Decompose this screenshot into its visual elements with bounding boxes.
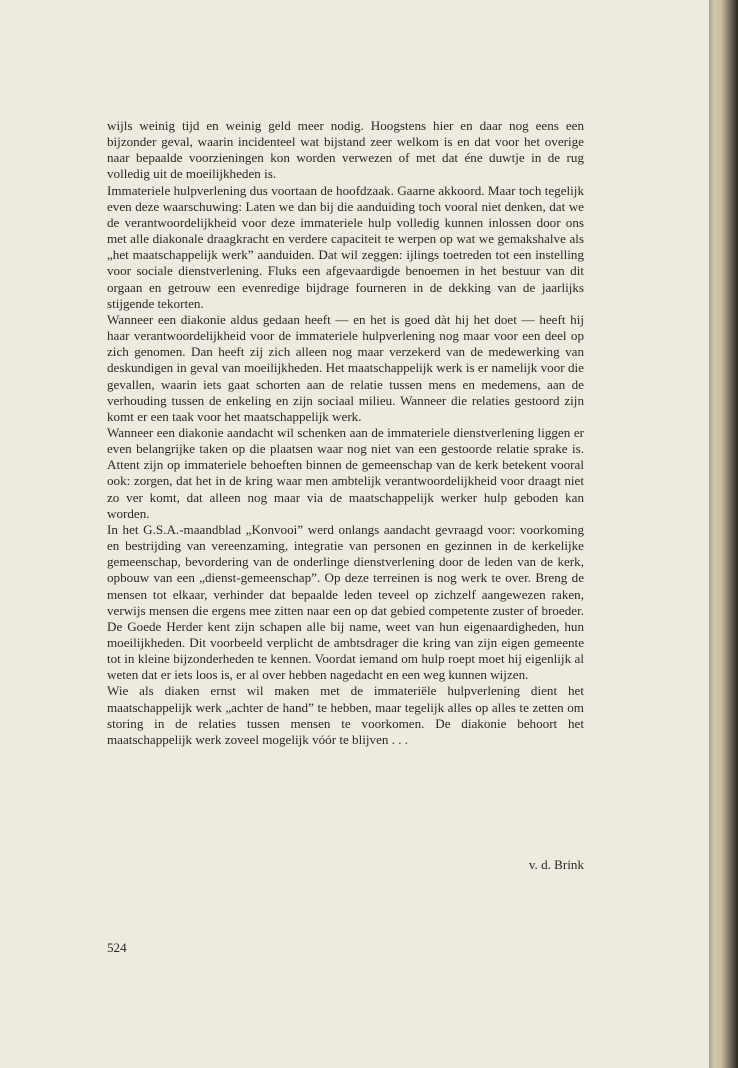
paragraph-5: In het G.S.A.-maandblad „Konvooi” werd onlangs aandacht gevraagd voor: voorkoming en bestrijding van vereenzaming, integratie van personen en gezinnen in de kerkelijke gemeenschap, bevordering van de onderlinge dienstverlening door de leden van de kerk, opbouw van een „dienst-gemeenschap”. Op deze terreinen is nog werk te over. Breng de mensen tot elkaar, verhinder dat bepaalde leden teveel op zichzelf aangewezen raken, verwijs mensen die ergens mee zitten naar een op dat gebied competente zuster of broeder. De Goede Herder kent zijn schapen alle bij name, weet van hun eigenaardigheden, hun moeilijkheden. Dit voorbeeld verplicht de ambtsdrager die kring van zijn eigen gemeente tot in kleine bijzonderheden te kennen. Voordat iemand om hulp roept moet hij eigenlijk al weten dat er iets loos is, er al over hebben nagedacht en een weg kunnen wijzen.	[107, 521, 584, 683]
paragraph-4: Wanneer een diakonie aandacht wil schenken aan de immateriele dienstverlening liggen er even belangrijke taken op die plaatsen waar nog niet van een gestoorde relatie sprake is. Attent zijn op immateriele behoeften binnen de gemeenschap van de kerk betekent vooral ook: zorgen, dat het in de kring waar men ambtelijk verantwoordelijkheid voor draagt niet zo ver komt, dat alleen nog maar via de maatschappelijk werker hulp geboden kan worden.	[107, 424, 584, 521]
paragraph-3: Wanneer een diakonie aldus gedaan heeft — en het is goed dàt hij het doet — heeft hij haar verantwoordelijkheid voor de immateriele hulpverlening nog maar voor een deel op zich genomen. Dan heeft zij zich alleen nog maar verzekerd van de medewerking van deskundigen in geval van moeilijkheden. Het maatschappelijk werk is er namelijk voor die gevallen, waarin iets gaat schorten aan de relatie tussen mens en medemens, aan de verhouding tussen de enkeling en zijn sociaal milieu. Wanneer die relaties gestoord zijn komt er een taak voor het maatschappelijk werk.	[107, 311, 584, 424]
paragraph-6: Wie als diaken ernst wil maken met de immateriële hulpverlening dient het maatschappelijk werk „achter de hand” te hebben, maar tegelijk alles op alles te zetten om storing in de relaties tussen mensen te voorkomen. De diakonie behoort het maatschappelijk werk zoveel mogelijk vóór te blijven . . .	[107, 683, 584, 747]
author-signature: v. d. Brink	[528, 857, 584, 872]
scan-edge-shadow	[709, 0, 738, 1068]
page-number: 524	[107, 940, 127, 955]
article-body	[107, 118, 584, 748]
paragraph-2: Immateriele hulpverlening dus voortaan de hoofdzaak. Gaarne akkoord. Maar toch tegelijk even deze waarschuwing: Laten we dan bij die aanduiding toch vooral niet denken, dat we de verantwoordelijkheid voor deze immateriele hulp volledig kunnen inlossen door ons met alle diakonale draagkracht en verdere capaciteit te werpen op wat we gemakshalve als „het maatschappelijk werk” aanduiden. Dat wil zeggen: ijlings toetreden tot een instelling voor sociale dienstverlening. Fluks een afgevaardigde benoemen in het bestuur van dit orgaan en getrouw een evenredige bijdrage fourneren in de dekking van de jaarlijks stijgende tekorten.	[107, 182, 584, 311]
paragraph-1: wijls weinig tijd en weinig geld meer nodig. Hoogstens hier en daar nog eens een bijzonder geval, waarin incidenteel wat bijstand zeer welkom is en dat voor het overige naar bepaalde voorzieningen kon worden verwezen of met dat éne duwtje in de rug volledig uit de moeilijkheden is.	[107, 118, 584, 182]
